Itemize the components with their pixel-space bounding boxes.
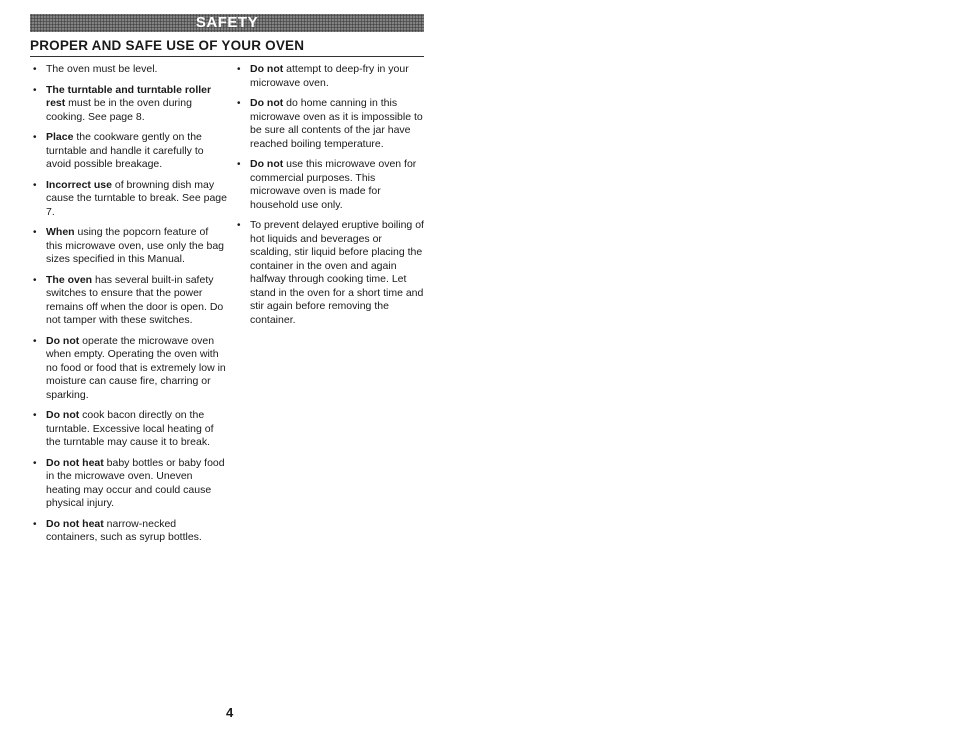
item-lead: Do not	[250, 158, 284, 170]
item-lead: Do not	[46, 334, 80, 347]
bullet-icon: •	[33, 335, 37, 347]
list-item	[32, 84, 227, 125]
bullet-icon: •	[33, 457, 37, 469]
list-item	[32, 518, 227, 545]
item-text: using the popcorn feature of this microwave oven, use only the bag sizes specified in this Manual.	[46, 226, 225, 265]
banner-title: SAFETY	[195, 14, 259, 31]
item-text: cook bacon directly on the turntable. Excessive local heating of the turntable may cause it to break.	[46, 409, 214, 448]
page-number: 4	[226, 705, 234, 720]
section-title: PROPER AND SAFE USE OF YOUR OVEN	[30, 38, 305, 53]
item-text: To prevent delayed eruptive boiling of hot liquids and beverages or scalding, stir liquid before placing the container in the oven and again halfway through cooking time. Let stand in the oven for a short time and stir again before removing the container.	[250, 219, 424, 326]
bullet-icon: •	[33, 84, 37, 96]
item-lead: The turntable and turntable roller rest	[46, 83, 212, 109]
item-text: baby bottles or baby food in the microwave oven. Uneven heating may occur and could cause physical injury.	[46, 456, 225, 509]
bullet-icon: •	[33, 274, 37, 286]
list-item	[32, 179, 227, 220]
list-item	[32, 131, 227, 172]
left-column	[32, 63, 227, 552]
safety-banner	[30, 14, 424, 32]
section-divider	[30, 56, 424, 57]
item-text: attempt to deep-fry in your microwave oven.	[250, 63, 409, 89]
item-text: operate the microwave oven when empty. Operating the oven with no food or food that is extremely low in moisture can cause fire, charring or sparking.	[46, 334, 226, 401]
item-text: do home canning in this microwave oven as it is impossible to be sure all contents of the jar have reached boiling temperature.	[250, 97, 423, 150]
bullet-icon: •	[33, 410, 37, 421]
item-text: the cookware gently on the turntable and handle it carefully to avoid possible breakage.	[46, 131, 204, 170]
list-item	[32, 226, 227, 267]
item-lead: Do not	[46, 409, 80, 421]
list-item	[236, 63, 426, 90]
item-text: use this microwave oven for commercial purposes. This microwave oven is made for household use only.	[250, 158, 417, 211]
item-lead: Incorrect use	[46, 178, 112, 191]
bullet-icon: •	[237, 159, 241, 170]
item-lead: When	[46, 226, 75, 238]
item-text: must be in the oven during cooking. See page 8.	[46, 97, 192, 123]
item-lead: Do not heat	[46, 456, 104, 469]
right-column	[236, 63, 426, 334]
item-text: has several built-in safety switches to ensure that the power remains off when the door is open. Do not tamper with these switches.	[46, 273, 224, 326]
list-item	[236, 158, 426, 212]
item-lead: The oven	[46, 273, 93, 286]
item-lead: Do not	[250, 97, 284, 109]
bullet-icon: •	[33, 227, 37, 238]
item-text: of browning dish may cause the turntable to break. See page 7.	[46, 178, 227, 218]
list-item	[236, 97, 426, 151]
bullet-icon: •	[33, 64, 37, 75]
bullet-icon: •	[237, 220, 241, 231]
list-item	[32, 457, 227, 511]
item-text: narrow-necked containers, such as syrup bottles.	[46, 517, 202, 543]
bullet-icon: •	[237, 64, 241, 75]
item-lead: Do not	[250, 63, 284, 75]
list-item	[32, 63, 227, 77]
item-lead: Place	[46, 131, 74, 143]
list-item	[32, 274, 227, 328]
bullet-icon: •	[33, 179, 37, 191]
bullet-icon: •	[33, 518, 37, 530]
item-text: The oven must be level.	[46, 63, 158, 75]
bullet-icon: •	[33, 132, 37, 143]
item-lead: Do not heat	[46, 517, 104, 530]
list-item	[32, 409, 227, 450]
bullet-icon: •	[237, 98, 241, 109]
list-item	[32, 335, 227, 403]
list-item	[236, 219, 426, 327]
